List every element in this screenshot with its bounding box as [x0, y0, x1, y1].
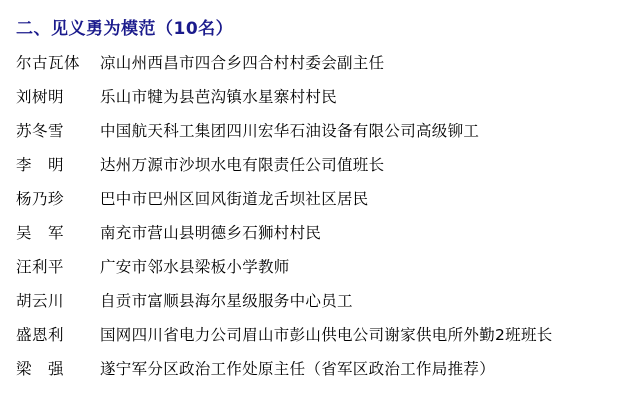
list-item	[10, 147, 618, 181]
honoree-name: 吴 军	[16, 224, 65, 242]
honoree-description: 凉山州西昌市四合乡四合村村委会副主任	[100, 54, 385, 72]
list-item	[10, 79, 618, 113]
honoree-description: 巴中市巴州区回风街道龙舌坝社区居民	[100, 190, 369, 208]
honoree-description: 中国航天科工集团四川宏华石油设备有限公司高级铆工	[100, 122, 480, 140]
list-item	[10, 317, 618, 351]
honoree-description: 广安市邻水县梁板小学教师	[100, 258, 290, 276]
honoree-description: 国网四川省电力公司眉山市彭山供电公司谢家供电所外勤2班班长	[100, 326, 553, 344]
honoree-description: 达州万源市沙坝水电有限责任公司值班长	[100, 156, 385, 174]
list-item	[10, 215, 618, 249]
honoree-description: 南充市营山县明德乡石狮村村民	[100, 224, 322, 242]
honoree-description: 自贡市富顺县海尔星级服务中心员工	[100, 292, 353, 310]
honoree-name: 杨乃珍	[16, 190, 65, 208]
list-item	[10, 351, 618, 385]
list-item	[10, 45, 618, 79]
list-item	[10, 181, 618, 215]
honoree-name: 尔古瓦体	[16, 54, 81, 72]
list-item	[10, 249, 618, 283]
list-item	[10, 283, 618, 317]
honoree-name: 梁 强	[16, 360, 65, 378]
honoree-name: 苏冬雪	[16, 122, 65, 140]
page-title: 二、见义勇为模范（10名）	[16, 19, 234, 39]
list-item	[10, 113, 618, 147]
honoree-list	[10, 45, 618, 385]
honoree-name: 刘树明	[16, 88, 65, 106]
honoree-name: 李 明	[16, 156, 65, 174]
honoree-description: 遂宁军分区政治工作处原主任（省军区政治工作局推荐）	[100, 360, 496, 378]
honoree-description: 乐山市犍为县芭沟镇水星寨村村民	[100, 88, 338, 106]
honoree-name: 盛恩利	[16, 326, 65, 344]
honoree-name: 胡云川	[16, 292, 65, 310]
honoree-name: 汪利平	[16, 258, 65, 276]
